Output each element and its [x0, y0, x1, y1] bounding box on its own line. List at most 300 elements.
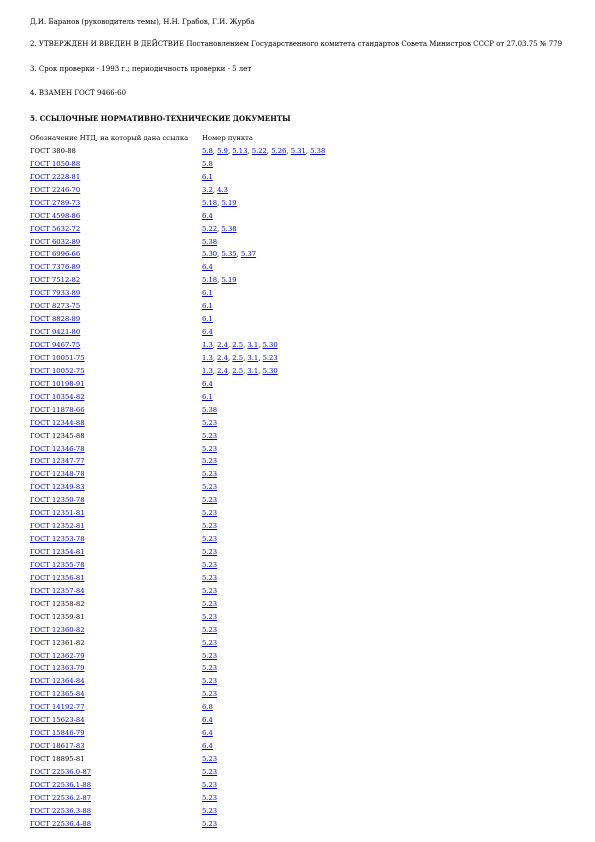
item-link[interactable]: 5.23	[202, 548, 218, 556]
item-link[interactable]: 5.23	[202, 599, 218, 608]
item-separator: ,	[243, 353, 248, 362]
table-row	[30, 559, 325, 572]
item-cell	[202, 701, 325, 714]
doc-text: ГОСТ 12359-81	[30, 612, 85, 621]
doc-cell	[30, 818, 202, 831]
doc-cell	[30, 184, 202, 197]
item-link[interactable]: 2.5	[232, 366, 244, 375]
table-row	[30, 494, 325, 507]
doc-link[interactable]: ГОСТ 2789-73	[30, 198, 81, 207]
replaces-standard: 4. ВЗАМЕН ГОСТ 9466-60	[30, 89, 127, 97]
doc-link[interactable]: ГОСТ 9421-80	[30, 328, 81, 337]
item-link[interactable]: 5.23	[202, 767, 218, 776]
table-row	[30, 598, 325, 611]
item-cell	[202, 145, 325, 158]
item-link[interactable]: 5.23	[202, 470, 218, 479]
table-row	[30, 145, 325, 158]
doc-cell	[30, 417, 202, 430]
table-row	[30, 210, 325, 223]
review-period: 3. Срок проверки - 1993 г.; периодичность проверки - 5 лет	[30, 65, 252, 73]
doc-cell	[30, 792, 202, 805]
doc-link[interactable]: ГОСТ 12353-78	[30, 535, 85, 544]
doc-cell	[30, 261, 202, 274]
item-link[interactable]: 5.23	[202, 793, 218, 802]
item-separator: ,	[212, 353, 218, 362]
item-separator: ,	[227, 366, 233, 375]
doc-cell	[30, 546, 202, 559]
item-link[interactable]: 5.23	[202, 664, 218, 673]
item-link[interactable]: 6.4	[202, 211, 213, 220]
table-row	[30, 158, 325, 171]
table-row	[30, 792, 325, 805]
table-header-row	[30, 132, 325, 145]
item-cell	[202, 533, 325, 546]
doc-cell	[30, 145, 202, 158]
item-link[interactable]: 6.1	[202, 289, 213, 298]
doc-cell	[30, 650, 202, 663]
doc-link[interactable]: ГОСТ 2228-81	[30, 172, 81, 181]
table-row	[30, 740, 325, 753]
item-link[interactable]: 2.5	[232, 341, 244, 349]
table-row	[30, 300, 325, 313]
table-row	[30, 481, 325, 494]
table-row	[30, 507, 325, 520]
item-cell	[202, 287, 325, 300]
item-link[interactable]: 5.26	[271, 146, 287, 155]
doc-link[interactable]: ГОСТ 7512-82	[30, 276, 81, 285]
item-link[interactable]: 5.23	[202, 755, 218, 763]
doc-cell	[30, 171, 202, 184]
item-cell	[202, 792, 325, 805]
item-cell	[202, 313, 325, 326]
item-link[interactable]: 5.23	[202, 638, 218, 647]
item-link[interactable]: 6.1	[202, 302, 213, 311]
item-cell	[202, 210, 325, 223]
doc-link[interactable]: ГОСТ 12365-84	[30, 690, 85, 699]
table-row	[30, 313, 325, 326]
item-link[interactable]: 6.8	[202, 703, 213, 712]
item-separator: ,	[305, 146, 311, 155]
item-cell	[202, 468, 325, 481]
doc-link[interactable]: ГОСТ 7933-89	[30, 289, 81, 298]
doc-cell	[30, 378, 202, 391]
item-cell	[202, 171, 325, 184]
doc-link[interactable]: ГОСТ 12364-84	[30, 677, 85, 686]
table-row	[30, 404, 325, 417]
table-row	[30, 572, 325, 585]
item-cell	[202, 352, 325, 365]
header-doc: Обозначение НТД, на который дана ссылка	[30, 134, 189, 142]
doc-cell	[30, 507, 202, 520]
item-cell	[202, 443, 325, 456]
item-link[interactable]: 5.23	[202, 560, 218, 569]
item-separator: ,	[258, 353, 263, 362]
item-link[interactable]: 5.30	[202, 250, 218, 259]
item-link[interactable]: 1.3	[202, 366, 213, 375]
item-cell	[202, 779, 325, 792]
item-link[interactable]: 2.4	[217, 366, 228, 375]
doc-cell	[30, 688, 202, 701]
doc-cell	[30, 598, 202, 611]
item-cell	[202, 598, 325, 611]
item-cell	[202, 236, 325, 249]
doc-cell	[30, 443, 202, 456]
item-cell	[202, 559, 325, 572]
doc-link[interactable]: ГОСТ 12360-82	[30, 625, 85, 634]
doc-cell	[30, 158, 202, 171]
item-link[interactable]: 6.4	[202, 742, 213, 751]
doc-link[interactable]: ГОСТ 22536.0-87	[30, 767, 92, 776]
table-row	[30, 701, 325, 714]
item-separator: ,	[212, 146, 218, 155]
item-link[interactable]: 1.3	[202, 353, 213, 362]
table-row	[30, 378, 325, 391]
doc-link[interactable]: ГОСТ 12350-78	[30, 496, 85, 505]
table-row	[30, 197, 325, 210]
doc-link[interactable]: ГОСТ 10354-82	[30, 392, 85, 401]
item-link[interactable]: 5.30	[262, 341, 278, 349]
item-link[interactable]: 5.23	[202, 573, 218, 582]
doc-link[interactable]: ГОСТ 8828-89	[30, 315, 81, 324]
item-link[interactable]: 5.23	[202, 586, 218, 595]
table-row	[30, 662, 325, 675]
item-cell	[202, 248, 325, 261]
table-row	[30, 753, 325, 766]
table-row	[30, 611, 325, 624]
item-cell	[202, 507, 325, 520]
item-link[interactable]: 5.8	[202, 146, 213, 155]
item-cell	[202, 326, 325, 339]
table-row	[30, 223, 325, 236]
item-separator: ,	[258, 341, 263, 349]
doc-cell	[30, 740, 202, 753]
item-separator: ,	[227, 146, 233, 155]
item-cell	[202, 365, 325, 378]
table-row	[30, 675, 325, 688]
item-link[interactable]: 5.23	[202, 535, 218, 544]
table-row	[30, 417, 325, 430]
doc-text: ГОСТ 12361-82	[30, 638, 85, 647]
doc-link[interactable]: ГОСТ 6996-66	[30, 250, 81, 259]
item-separator: ,	[258, 366, 263, 375]
item-link[interactable]: 5.35	[221, 250, 237, 259]
item-link[interactable]: 5.31	[290, 146, 306, 155]
table-row	[30, 352, 325, 365]
item-cell	[202, 184, 325, 197]
item-link[interactable]: 5.38	[310, 146, 326, 155]
item-separator: ,	[217, 276, 222, 285]
doc-link[interactable]: ГОСТ 9467-75	[30, 341, 81, 349]
doc-cell	[30, 585, 202, 598]
item-link[interactable]: 5.23	[202, 418, 218, 427]
item-separator: ,	[236, 250, 241, 259]
item-cell	[202, 430, 325, 443]
doc-cell	[30, 365, 202, 378]
doc-link[interactable]: ГОСТ 22536.2-87	[30, 793, 92, 802]
doc-link[interactable]: ГОСТ 12356-81	[30, 573, 85, 582]
doc-link[interactable]: ГОСТ 12352-81	[30, 522, 85, 531]
doc-cell	[30, 572, 202, 585]
doc-link[interactable]: ГОСТ 12349-83	[30, 483, 85, 492]
doc-link[interactable]: ГОСТ 22536.3-88	[30, 806, 92, 815]
table-row	[30, 818, 325, 831]
item-separator: ,	[243, 341, 248, 349]
doc-link[interactable]: ГОСТ 1050-88	[30, 159, 81, 168]
item-link[interactable]: 4.3	[217, 185, 228, 194]
item-separator: ,	[266, 146, 272, 155]
doc-cell	[30, 766, 202, 779]
item-link[interactable]: 5.38	[221, 224, 237, 233]
item-link[interactable]: 3.1	[247, 366, 259, 375]
doc-cell	[30, 701, 202, 714]
item-link[interactable]: 6.1	[202, 315, 213, 324]
doc-link[interactable]: ГОСТ 8273-75	[30, 302, 81, 311]
item-cell	[202, 637, 325, 650]
doc-link[interactable]: ГОСТ 11878-66	[30, 405, 85, 414]
item-link[interactable]: 5.23	[202, 690, 218, 699]
item-cell	[202, 740, 325, 753]
item-separator: ,	[217, 224, 222, 233]
item-link[interactable]: 5.22	[202, 224, 218, 233]
item-link[interactable]: 6.4	[202, 379, 213, 388]
doc-text: ГОСТ 18895-81	[30, 755, 85, 763]
item-separator: ,	[217, 250, 222, 259]
item-separator: ,	[247, 146, 252, 155]
table-row	[30, 805, 325, 818]
references-title: 5. ССЫЛОЧНЫЕ НОРМАТИВНО-ТЕХНИЧЕСКИЕ ДОКУМЕНТЫ	[30, 114, 291, 123]
header-item: Номер пункта	[202, 134, 253, 142]
table-row	[30, 624, 325, 637]
doc-cell	[30, 236, 202, 249]
doc-link[interactable]: ГОСТ 12344-88	[30, 418, 85, 427]
doc-link[interactable]: ГОСТ 15623-84	[30, 716, 85, 725]
item-cell	[202, 818, 325, 831]
item-link[interactable]: 5.30	[262, 366, 278, 375]
doc-link[interactable]: ГОСТ 2246-70	[30, 185, 81, 194]
table-row	[30, 261, 325, 274]
item-separator: ,	[217, 198, 222, 207]
doc-link[interactable]: ГОСТ 22536.1-88	[30, 780, 92, 789]
item-cell	[202, 805, 325, 818]
item-link[interactable]: 3.2	[202, 185, 213, 194]
doc-text: ГОСТ 12345-88	[30, 431, 85, 440]
table-row	[30, 184, 325, 197]
item-link[interactable]: 3.1	[247, 341, 259, 349]
item-link[interactable]: 5.8	[202, 159, 213, 168]
item-cell	[202, 481, 325, 494]
item-cell	[202, 300, 325, 313]
item-link[interactable]: 6.1	[202, 172, 213, 181]
doc-cell	[30, 727, 202, 740]
doc-link[interactable]: ГОСТ 12346-78	[30, 444, 85, 453]
doc-cell	[30, 404, 202, 417]
item-link[interactable]: 1.3	[202, 341, 213, 349]
doc-link[interactable]: ГОСТ 12355-78	[30, 560, 85, 569]
item-link[interactable]: 5.23	[202, 509, 218, 518]
table-row	[30, 339, 325, 352]
item-link[interactable]: 5.23	[202, 819, 218, 828]
item-separator: ,	[227, 353, 233, 362]
doc-link[interactable]: ГОСТ 12363-79	[30, 664, 85, 673]
table-row	[30, 365, 325, 378]
table-row	[30, 248, 325, 261]
doc-cell	[30, 248, 202, 261]
item-link[interactable]: 5.38	[202, 237, 218, 246]
document-page	[30, 17, 575, 831]
item-cell	[202, 158, 325, 171]
item-link[interactable]: 6.4	[202, 328, 213, 337]
doc-link[interactable]: ГОСТ 12357-84	[30, 586, 85, 595]
item-separator: ,	[286, 146, 291, 155]
item-link[interactable]: 5.23	[202, 431, 218, 440]
references-table	[30, 132, 325, 831]
item-cell	[202, 455, 325, 468]
item-cell	[202, 688, 325, 701]
item-link[interactable]: 5.23	[202, 625, 218, 634]
doc-cell	[30, 300, 202, 313]
table-row	[30, 779, 325, 792]
item-link[interactable]: 6.4	[202, 729, 213, 738]
item-link[interactable]: 5.18	[202, 276, 218, 285]
item-link[interactable]: 5.23	[262, 353, 278, 362]
item-link[interactable]: 2.4	[217, 353, 228, 362]
item-link[interactable]: 5.19	[221, 276, 237, 285]
table-row	[30, 546, 325, 559]
item-link[interactable]: 6.1	[202, 392, 213, 401]
doc-link[interactable]: ГОСТ 10051-75	[30, 353, 85, 362]
doc-cell	[30, 662, 202, 675]
table-row	[30, 766, 325, 779]
table-row	[30, 287, 325, 300]
item-cell	[202, 223, 325, 236]
item-link[interactable]: 5.9	[217, 146, 228, 155]
item-link[interactable]: 3.1	[247, 353, 259, 362]
item-link[interactable]: 5.23	[202, 806, 218, 815]
item-separator: ,	[212, 366, 218, 375]
doc-cell	[30, 223, 202, 236]
item-cell	[202, 753, 325, 766]
item-link[interactable]: 5.38	[202, 405, 218, 414]
doc-cell	[30, 197, 202, 210]
doc-link[interactable]: ГОСТ 10198-91	[30, 379, 85, 388]
table-row	[30, 236, 325, 249]
doc-cell	[30, 430, 202, 443]
item-link[interactable]: 5.22	[251, 146, 267, 155]
item-link[interactable]: 5.23	[202, 496, 218, 505]
doc-link[interactable]: ГОСТ 6032-89	[30, 237, 81, 246]
item-cell	[202, 261, 325, 274]
doc-link[interactable]: ГОСТ 12354-81	[30, 548, 85, 556]
doc-cell	[30, 313, 202, 326]
doc-link[interactable]: ГОСТ 14192-77	[30, 703, 85, 712]
item-link[interactable]: 2.5	[232, 353, 244, 362]
doc-cell	[30, 352, 202, 365]
doc-cell	[30, 391, 202, 404]
item-separator: ,	[212, 341, 218, 349]
doc-cell	[30, 455, 202, 468]
doc-cell	[30, 287, 202, 300]
table-row	[30, 171, 325, 184]
item-link[interactable]: 5.23	[202, 651, 218, 660]
doc-link[interactable]: ГОСТ 18617-83	[30, 742, 85, 751]
doc-cell	[30, 210, 202, 223]
item-cell	[202, 417, 325, 430]
item-link[interactable]: 5.23	[202, 522, 218, 531]
doc-cell	[30, 468, 202, 481]
item-cell	[202, 339, 325, 352]
table-row	[30, 637, 325, 650]
table-row	[30, 468, 325, 481]
item-cell	[202, 274, 325, 287]
item-cell	[202, 675, 325, 688]
item-cell	[202, 378, 325, 391]
item-link[interactable]: 5.23	[202, 677, 218, 686]
item-cell	[202, 546, 325, 559]
item-link[interactable]: 5.23	[202, 780, 218, 789]
item-link[interactable]: 2.4	[217, 341, 228, 349]
doc-cell	[30, 675, 202, 688]
table-row	[30, 455, 325, 468]
item-link[interactable]: 5.23	[202, 457, 218, 466]
item-link[interactable]: 5.19	[221, 198, 237, 207]
item-cell	[202, 611, 325, 624]
item-link[interactable]: 6.4	[202, 716, 213, 725]
item-cell	[202, 624, 325, 637]
doc-link[interactable]: ГОСТ 15846-79	[30, 729, 85, 738]
item-link[interactable]: 6.4	[202, 263, 213, 272]
item-separator: ,	[212, 185, 218, 194]
item-cell	[202, 494, 325, 507]
item-cell	[202, 662, 325, 675]
table-row	[30, 443, 325, 456]
table-row	[30, 274, 325, 287]
table-row	[30, 533, 325, 546]
table-row	[30, 650, 325, 663]
doc-link[interactable]: ГОСТ 12362-79	[30, 651, 85, 660]
doc-link[interactable]: ГОСТ 4598-86	[30, 211, 81, 220]
doc-cell	[30, 559, 202, 572]
item-link[interactable]: 5.18	[202, 198, 218, 207]
doc-link[interactable]: ГОСТ 12348-78	[30, 470, 85, 479]
doc-link[interactable]: ГОСТ 12347-77	[30, 457, 85, 466]
doc-link[interactable]: ГОСТ 12351-81	[30, 509, 85, 518]
doc-link[interactable]: ГОСТ 5632-72	[30, 224, 81, 233]
doc-cell	[30, 326, 202, 339]
item-link[interactable]: 5.23	[202, 444, 218, 453]
item-link[interactable]: 5.23	[202, 612, 218, 621]
doc-link[interactable]: ГОСТ 22536.4-88	[30, 819, 92, 828]
doc-cell	[30, 624, 202, 637]
table-row	[30, 688, 325, 701]
doc-link[interactable]: ГОСТ 10052-75	[30, 366, 85, 375]
doc-text: ГОСТ 380-88	[30, 146, 76, 155]
item-cell	[202, 727, 325, 740]
item-cell	[202, 572, 325, 585]
item-separator: ,	[227, 341, 233, 349]
item-link[interactable]: 5.23	[202, 483, 218, 492]
item-cell	[202, 650, 325, 663]
item-cell	[202, 585, 325, 598]
doc-cell	[30, 779, 202, 792]
table-row	[30, 714, 325, 727]
item-separator: ,	[243, 366, 248, 375]
item-link[interactable]: 5.37	[240, 250, 257, 259]
doc-link[interactable]: ГОСТ 7376-89	[30, 263, 81, 272]
item-link[interactable]: 5.13	[232, 146, 248, 155]
doc-cell	[30, 637, 202, 650]
authors-line: Д.И. Баранов (руководитель темы), Н.Н. Грабов, Г.И. Журба	[30, 18, 255, 26]
item-cell	[202, 197, 325, 210]
